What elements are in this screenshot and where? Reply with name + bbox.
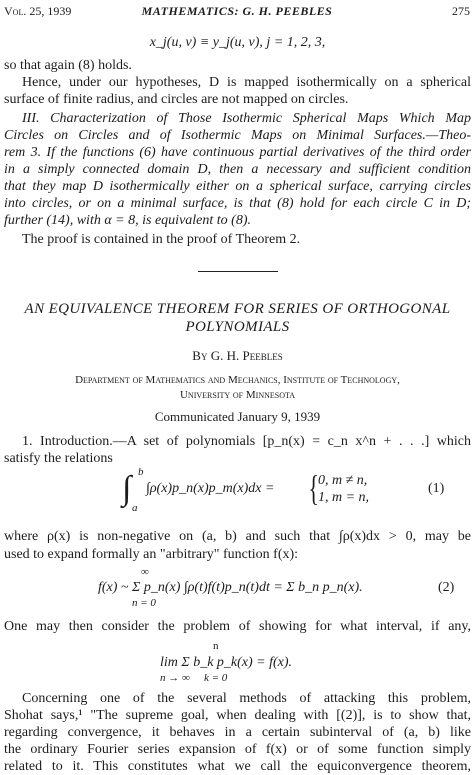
top-equation: x_j(u, v) ≡ y_j(u, v), j = 1, 2, 3, xyxy=(149,35,326,50)
eq1-lower-limit: a xyxy=(132,502,138,514)
shohat-line-4: the ordinary Fourier series expansion of f(x) or of some function simply xyxy=(4,742,471,757)
shohat-line-2: Shohat says,¹ "The supreme goal, when dealing with [(2)], is to show that, xyxy=(4,708,471,723)
eq1-case-2: 1, m = n, xyxy=(318,490,370,505)
equation-limit xyxy=(160,640,360,686)
text-line-surface: surface of finite radius, and circles are not mapped on circles. xyxy=(4,92,349,107)
eq3-sum-lower: k = 0 xyxy=(204,672,228,684)
section-iii-line-3: rem 3. If the functions (6) have continuous partial derivatives of the third order xyxy=(4,145,471,160)
section-iii-line-7: further (14), with α = 8, is equivalent to (8). xyxy=(4,213,251,228)
section-iii-line-4: in a simply connected domain D, then a necessary and sufficient condition xyxy=(4,162,471,177)
eq1-lhs: ∫ρ(x)p_n(x)p_m(x)dx = xyxy=(146,481,275,496)
page-number: 275 xyxy=(452,4,470,18)
eq2-number: (2) xyxy=(438,580,455,595)
text-line-so-that: so that again (8) holds. xyxy=(4,58,132,73)
section-iii-line-5: that they map D isothermically either on a spherical surface, carrying circles xyxy=(4,179,471,194)
eq1-number: (1) xyxy=(428,481,445,496)
shohat-line-3: regarding convergence, it behaves in a certain subinterval of (a, b) like xyxy=(4,725,471,740)
proof-line: The proof is contained in the proof of Theorem 2. xyxy=(22,232,301,247)
equation-2 xyxy=(98,566,458,612)
eq1-case-1: 0, m ≠ n, xyxy=(318,473,368,488)
equation-1: ∫ b a ∫ρ(x)p_n(x)p_m(x)dx = { 0, m ≠ n, 1, m = n, (1) xyxy=(122,466,445,514)
affiliation-line-2: University of Minnesota xyxy=(179,389,296,401)
shohat-line-5: related to it. This constitutes what we call the equiconvergence theorem, xyxy=(4,759,471,774)
text-line-hence: Hence, under our hypotheses, D is mapped isothermically on a spherical xyxy=(22,75,471,90)
where-line-1: where ρ(x) is non-negative on (a, b) and such that ∫ρ(x)dx > 0, may be xyxy=(4,529,471,544)
section-iii-line-6: into circles, or on a minimal surface, is that (8) hold for each circle C in D; xyxy=(4,196,471,211)
eq1-upper-limit: b xyxy=(138,466,144,478)
section-iii-line-1: III. Characterization of Those Isothermic Spherical Maps Which Map xyxy=(22,111,471,126)
eq2-sum-lower: n = 0 xyxy=(132,597,156,609)
shohat-line-1: Concerning one of the several methods of attacking this problem, xyxy=(22,691,471,706)
article-author: By G. H. Peebles xyxy=(192,348,283,363)
eq3-sum-upper: n xyxy=(213,640,219,652)
where-line-2: used to expand formally an "arbitrary" function f(x): xyxy=(4,547,299,562)
eq3-formula: lim Σ b_k p_k(x) = f(x). xyxy=(160,655,293,670)
eq2-sum-upper: ∞ xyxy=(141,566,149,578)
affiliation-line-1: Department of Mathematics and Mechanics, Institute of Technology, xyxy=(75,374,400,386)
eq2-formula: f(x) ~ Σ p_n(x) ∫ρ(t)f(t)p_n(t)dt = Σ b_n p_n(x). xyxy=(98,580,363,595)
communicated-date: Communicated January 9, 1939 xyxy=(154,409,321,424)
intro-line-2: satisfy the relations xyxy=(4,451,113,466)
running-title: MATHEMATICS: G. H. PEEBLES xyxy=(141,4,333,18)
consider-line: One may then consider the problem of showing for what interval, if any, xyxy=(4,619,471,634)
article-title-line-1: AN EQUIVALENCE THEOREM FOR SERIES OF ORTHOGONAL xyxy=(24,301,451,317)
section-iii-line-2: Circles on Circles and of Isothermic Maps on Minimal Surfaces.—Theo- xyxy=(4,128,471,143)
volume-label: Vol. 25, 1939 xyxy=(4,4,72,18)
eq3-lim-under: n → ∞ xyxy=(160,672,190,684)
article-title-line-2: POLYNOMIALS xyxy=(185,319,290,335)
intro-line-1: 1. Introduction.—A set of polynomials [p_n(x) = c_n x^n + . . .] which xyxy=(22,434,471,449)
section-divider xyxy=(198,271,278,272)
